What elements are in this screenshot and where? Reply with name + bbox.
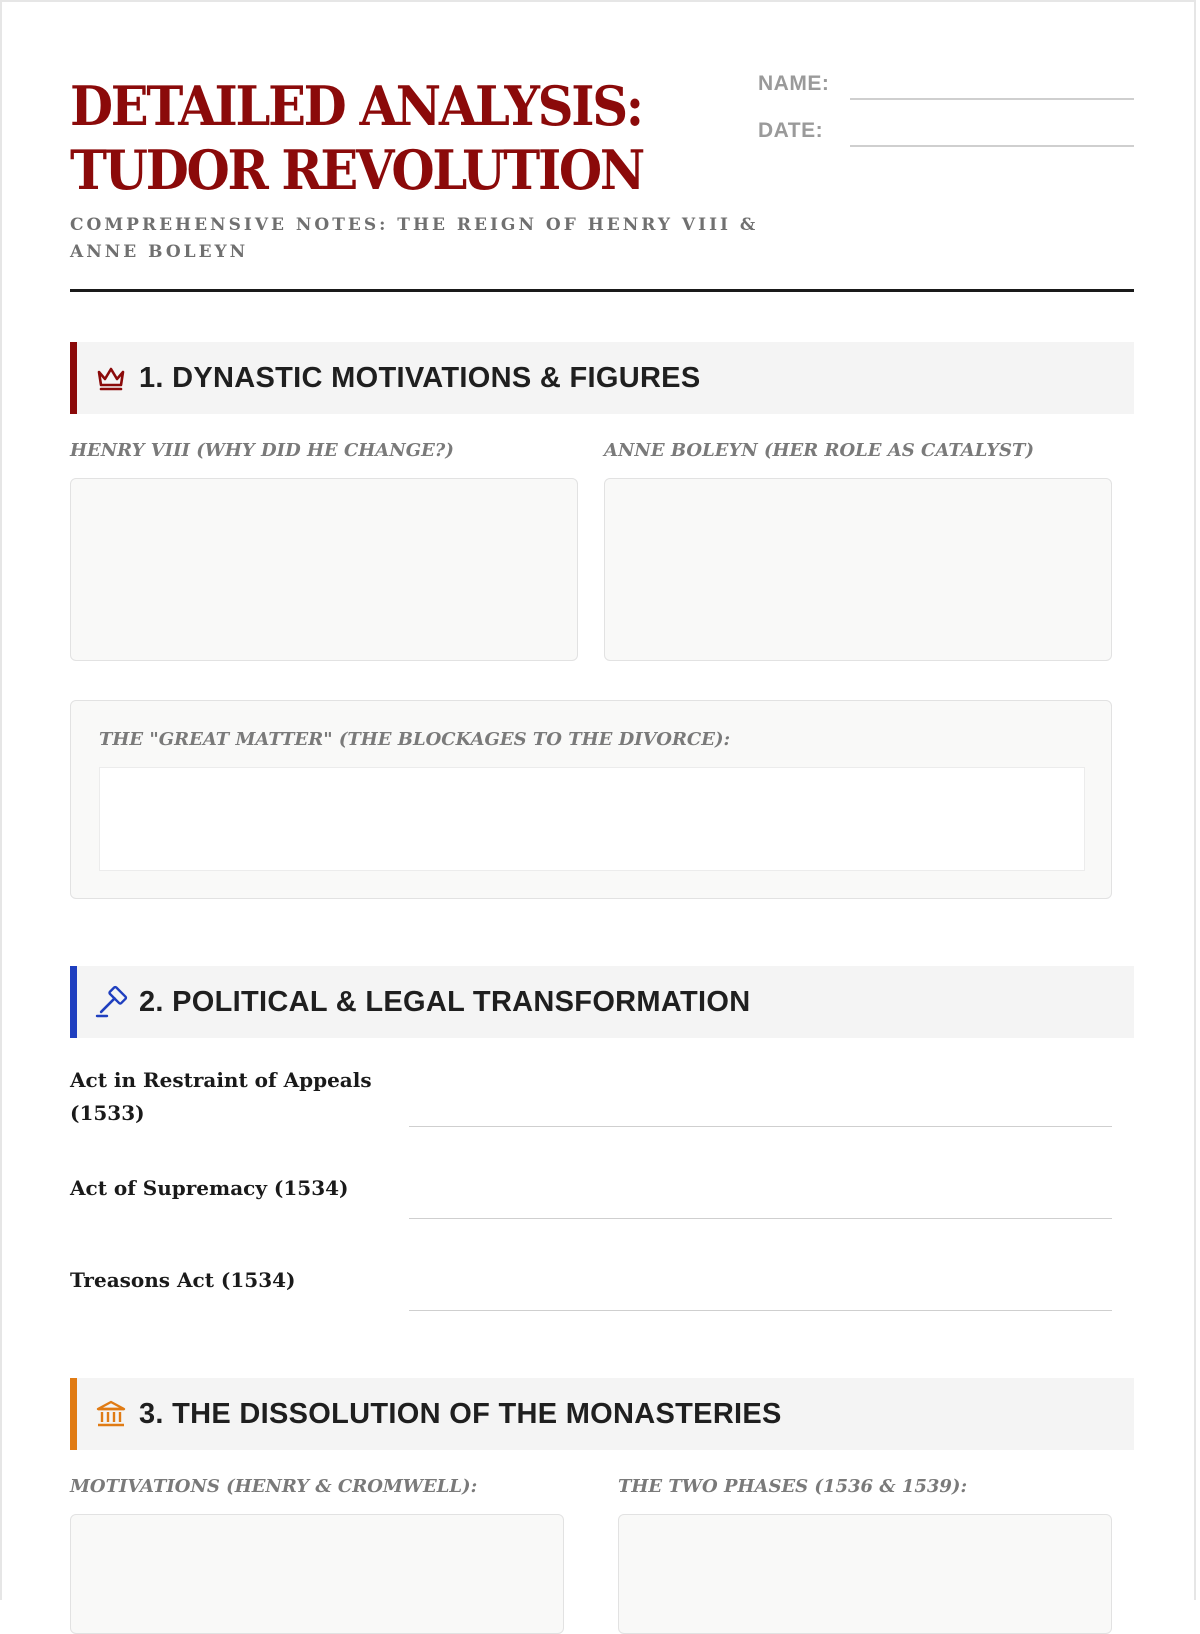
section-2-header	[70, 966, 1134, 1038]
treasons-act-answer-line[interactable]	[409, 1310, 1112, 1311]
section-2-accent-bar	[70, 966, 77, 1038]
section-1-title: 1. DYNASTIC MOTIVATIONS & FIGURES	[139, 361, 701, 394]
act-restraint-answer-line[interactable]	[409, 1126, 1112, 1127]
motivations-label: MOTIVATIONS (HENRY & CROMWELL):	[70, 1476, 478, 1497]
title-line-1: DETAILED ANALYSIS:	[70, 74, 642, 138]
section-3-accent-bar	[70, 1378, 77, 1450]
page-subtitle: COMPREHENSIVE NOTES: THE REIGN OF HENRY VIII & ANNE BOLEYN	[70, 215, 759, 262]
phases-answer-box[interactable]	[618, 1514, 1112, 1634]
anne-answer-box[interactable]	[604, 478, 1112, 661]
act-supremacy-answer-line[interactable]	[409, 1218, 1112, 1219]
henry-label: HENRY VIII (WHY DID HE CHANGE?)	[70, 440, 454, 461]
act-restraint-label: Act in Restraint of Appeals (1533)	[70, 1068, 372, 1125]
section-1-accent-bar	[70, 342, 77, 414]
great-matter-answer-box[interactable]	[99, 767, 1085, 871]
crown-icon	[93, 360, 129, 396]
landmark-icon	[93, 1396, 129, 1432]
name-label: NAME:	[758, 72, 830, 95]
title-line-2: TUDOR REVOLUTION	[70, 138, 643, 202]
section-3-header	[70, 1378, 1134, 1450]
phases-label: THE TWO PHASES (1536 & 1539):	[618, 1476, 968, 1497]
gavel-icon	[93, 984, 129, 1020]
section-1-header	[70, 342, 1134, 414]
page-title	[70, 74, 696, 202]
header-divider	[70, 289, 1134, 292]
anne-label: ANNE BOLEYN (HER ROLE AS CATALYST)	[604, 440, 1034, 461]
henry-answer-box[interactable]	[70, 478, 578, 661]
act-supremacy-label: Act of Supremacy (1534)	[70, 1176, 349, 1200]
treasons-act-label: Treasons Act (1534)	[70, 1268, 296, 1292]
great-matter-label: THE "GREAT MATTER" (THE BLOCKAGES TO THE DIVORCE):	[99, 729, 731, 750]
section-2-title: 2. POLITICAL & LEGAL TRANSFORMATION	[139, 985, 751, 1018]
great-matter-panel	[70, 700, 1112, 899]
name-field[interactable]	[850, 98, 1134, 100]
date-label: DATE:	[758, 119, 824, 142]
motivations-answer-box[interactable]	[70, 1514, 564, 1634]
section-3-title: 3. THE DISSOLUTION OF THE MONASTERIES	[139, 1397, 782, 1430]
date-field[interactable]	[850, 145, 1134, 147]
